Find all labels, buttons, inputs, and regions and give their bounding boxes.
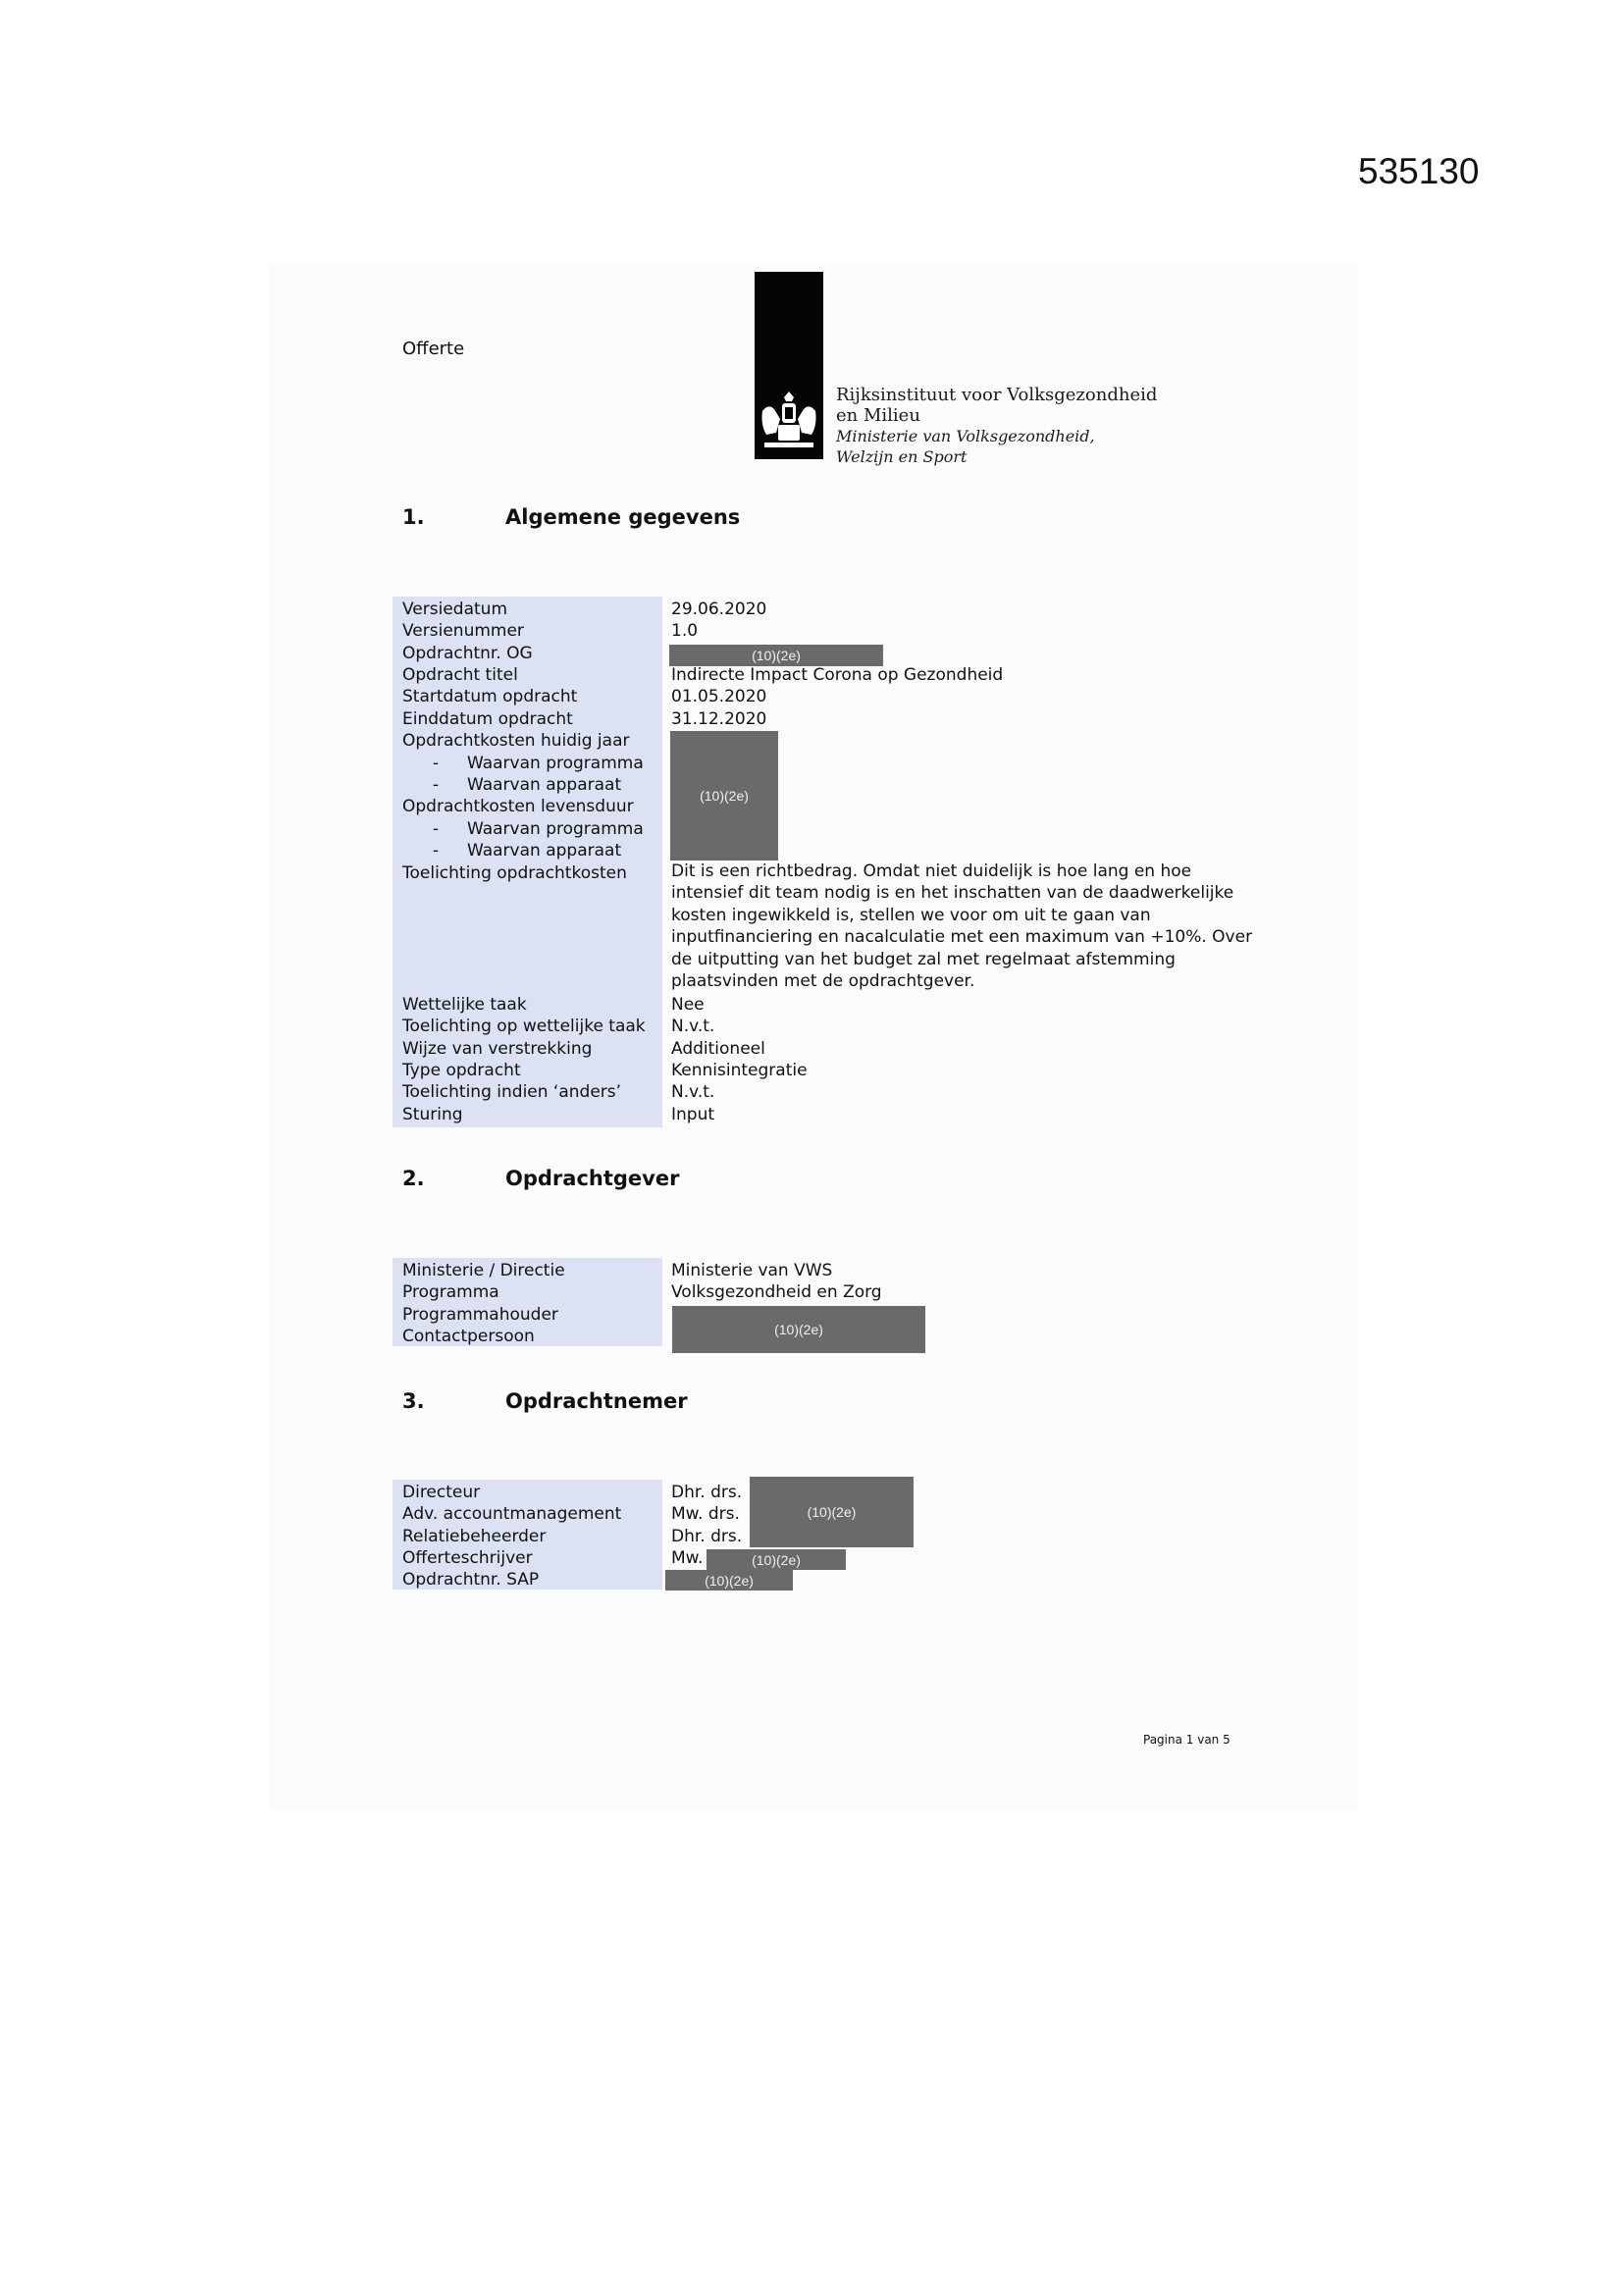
- value-offerteschrijver-prefix: Mw.: [671, 1548, 704, 1568]
- value-directeur-prefix: Dhr. drs.: [671, 1483, 743, 1502]
- document-number: 535130: [1358, 151, 1480, 191]
- value-wettelijke-taak: Nee: [671, 995, 705, 1015]
- section-title: Opdrachtnemer: [505, 1389, 688, 1413]
- value-versiedatum: 29.06.2020: [671, 600, 767, 619]
- redaction-programmahouder-contactpersoon: (10)(2e): [672, 1306, 925, 1353]
- label-waarvan-apparaat: - Waarvan apparaat: [433, 775, 622, 795]
- coat-of-arms-icon: [757, 390, 821, 458]
- label-ministerie-directie: Ministerie / Directie: [402, 1261, 565, 1280]
- value-wijze-verstrekking: Additioneel: [671, 1039, 765, 1059]
- value-toelichting-anders: N.v.t.: [671, 1082, 715, 1102]
- dash: -: [433, 754, 440, 773]
- redaction-opdrachtnr-sap: (10)(2e): [665, 1570, 793, 1591]
- value-accountmanagement-prefix: Mw. drs.: [671, 1504, 740, 1524]
- label-relatiebeheerder: Relatiebeheerder: [402, 1527, 547, 1546]
- label-sturing: Sturing: [402, 1105, 463, 1124]
- section-number: 2.: [402, 1167, 425, 1190]
- value-type-opdracht: Kennisintegratie: [671, 1061, 808, 1080]
- label-versienummer: Versienummer: [402, 621, 524, 641]
- ministry-line-2: Welzijn en Sport: [836, 447, 968, 466]
- label-programma: Programma: [402, 1282, 499, 1302]
- label-offerteschrijver: Offerteschrijver: [402, 1548, 533, 1568]
- dash: -: [433, 775, 440, 795]
- ministry-line-1: Ministerie van Volksgezondheid,: [836, 427, 1095, 445]
- rijksoverheid-logo: [755, 272, 823, 459]
- org-line-2: en Milieu: [836, 405, 920, 426]
- section-heading-opdrachtnemer: [402, 1389, 688, 1413]
- section-title: Algemene gegevens: [505, 505, 741, 529]
- value-versienummer: 1.0: [671, 621, 699, 641]
- org-line-1: Rijksinstituut voor Volksgezondheid: [836, 385, 1158, 405]
- section-number: 1.: [402, 505, 425, 529]
- value-toelichting-kosten: Dit is een richtbedrag. Omdat niet duidelijk is hoe lang en hoe intensief dit team nodig is en het inschatten van de daadwerkelijke kosten ingewikkeld is, stellen we voor om uit te gaan van inputfinanciering en nacalculatie met een maximum van +10%. Over de uitputting van het budget zal met regelmaat afstemming plaatsvinden met de opdrachtgever.: [671, 861, 1253, 992]
- section-title: Opdrachtgever: [505, 1167, 680, 1190]
- label-contactpersoon: Contactpersoon: [402, 1327, 535, 1346]
- section-number: 3.: [402, 1389, 425, 1413]
- dash: -: [433, 841, 440, 861]
- label-opdracht-titel: Opdracht titel: [402, 665, 518, 685]
- label-startdatum: Startdatum opdracht: [402, 687, 578, 706]
- value-programma: Volksgezondheid en Zorg: [671, 1282, 882, 1302]
- section-heading-opdrachtgever: [402, 1167, 679, 1190]
- label-type-opdracht: Type opdracht: [402, 1061, 521, 1080]
- label-waarvan-programma: - Waarvan programma: [433, 819, 644, 839]
- value-relatiebeheerder-prefix: Dhr. drs.: [671, 1527, 743, 1546]
- label-opdrachtnr-og: Opdrachtnr. OG: [402, 644, 533, 663]
- page-number: Pagina 1 van 5: [1143, 1733, 1230, 1747]
- label-versiedatum: Versiedatum: [402, 600, 508, 619]
- value-toelichting-wettelijke-taak: N.v.t.: [671, 1017, 715, 1036]
- doc-type-label: Offerte: [402, 339, 465, 359]
- value-ministerie: Ministerie van VWS: [671, 1261, 833, 1280]
- label-kosten-levensduur: Opdrachtkosten levensduur: [402, 797, 634, 816]
- value-opdracht-titel: Indirecte Impact Corona op Gezondheid: [671, 665, 1004, 685]
- value-startdatum: 01.05.2020: [671, 687, 767, 706]
- organization-name: [836, 385, 1157, 467]
- redaction-opdrachtnemer-names: (10)(2e): [750, 1477, 914, 1547]
- dash: -: [433, 819, 440, 839]
- label-einddatum: Einddatum opdracht: [402, 709, 573, 729]
- redaction-opdrachtkosten: (10)(2e): [670, 731, 778, 861]
- value-sturing: Input: [671, 1105, 715, 1124]
- redaction-offerteschrijver: (10)(2e): [707, 1549, 846, 1570]
- label-toelichting-wettelijke-taak: Toelichting op wettelijke taak: [402, 1017, 646, 1036]
- redaction-opdrachtnr-og: (10)(2e): [669, 645, 883, 666]
- label-toelichting-anders: Toelichting indien ‘anders’: [402, 1082, 622, 1102]
- label-opdrachtnr-sap: Opdrachtnr. SAP: [402, 1570, 540, 1590]
- label-directeur: Directeur: [402, 1483, 481, 1502]
- label-programmahouder: Programmahouder: [402, 1305, 558, 1325]
- label-toelichting-kosten: Toelichting opdrachtkosten: [402, 863, 627, 883]
- label-waarvan-programma: - Waarvan programma: [433, 754, 644, 773]
- label-waarvan-apparaat: - Waarvan apparaat: [433, 841, 622, 861]
- label-wijze-verstrekking: Wijze van verstrekking: [402, 1039, 593, 1059]
- value-einddatum: 31.12.2020: [671, 709, 767, 729]
- section-heading-algemene-gegevens: [402, 505, 740, 529]
- label-accountmanagement: Adv. accountmanagement: [402, 1504, 622, 1524]
- label-kosten-huidig-jaar: Opdrachtkosten huidig jaar: [402, 731, 630, 751]
- label-wettelijke-taak: Wettelijke taak: [402, 995, 527, 1015]
